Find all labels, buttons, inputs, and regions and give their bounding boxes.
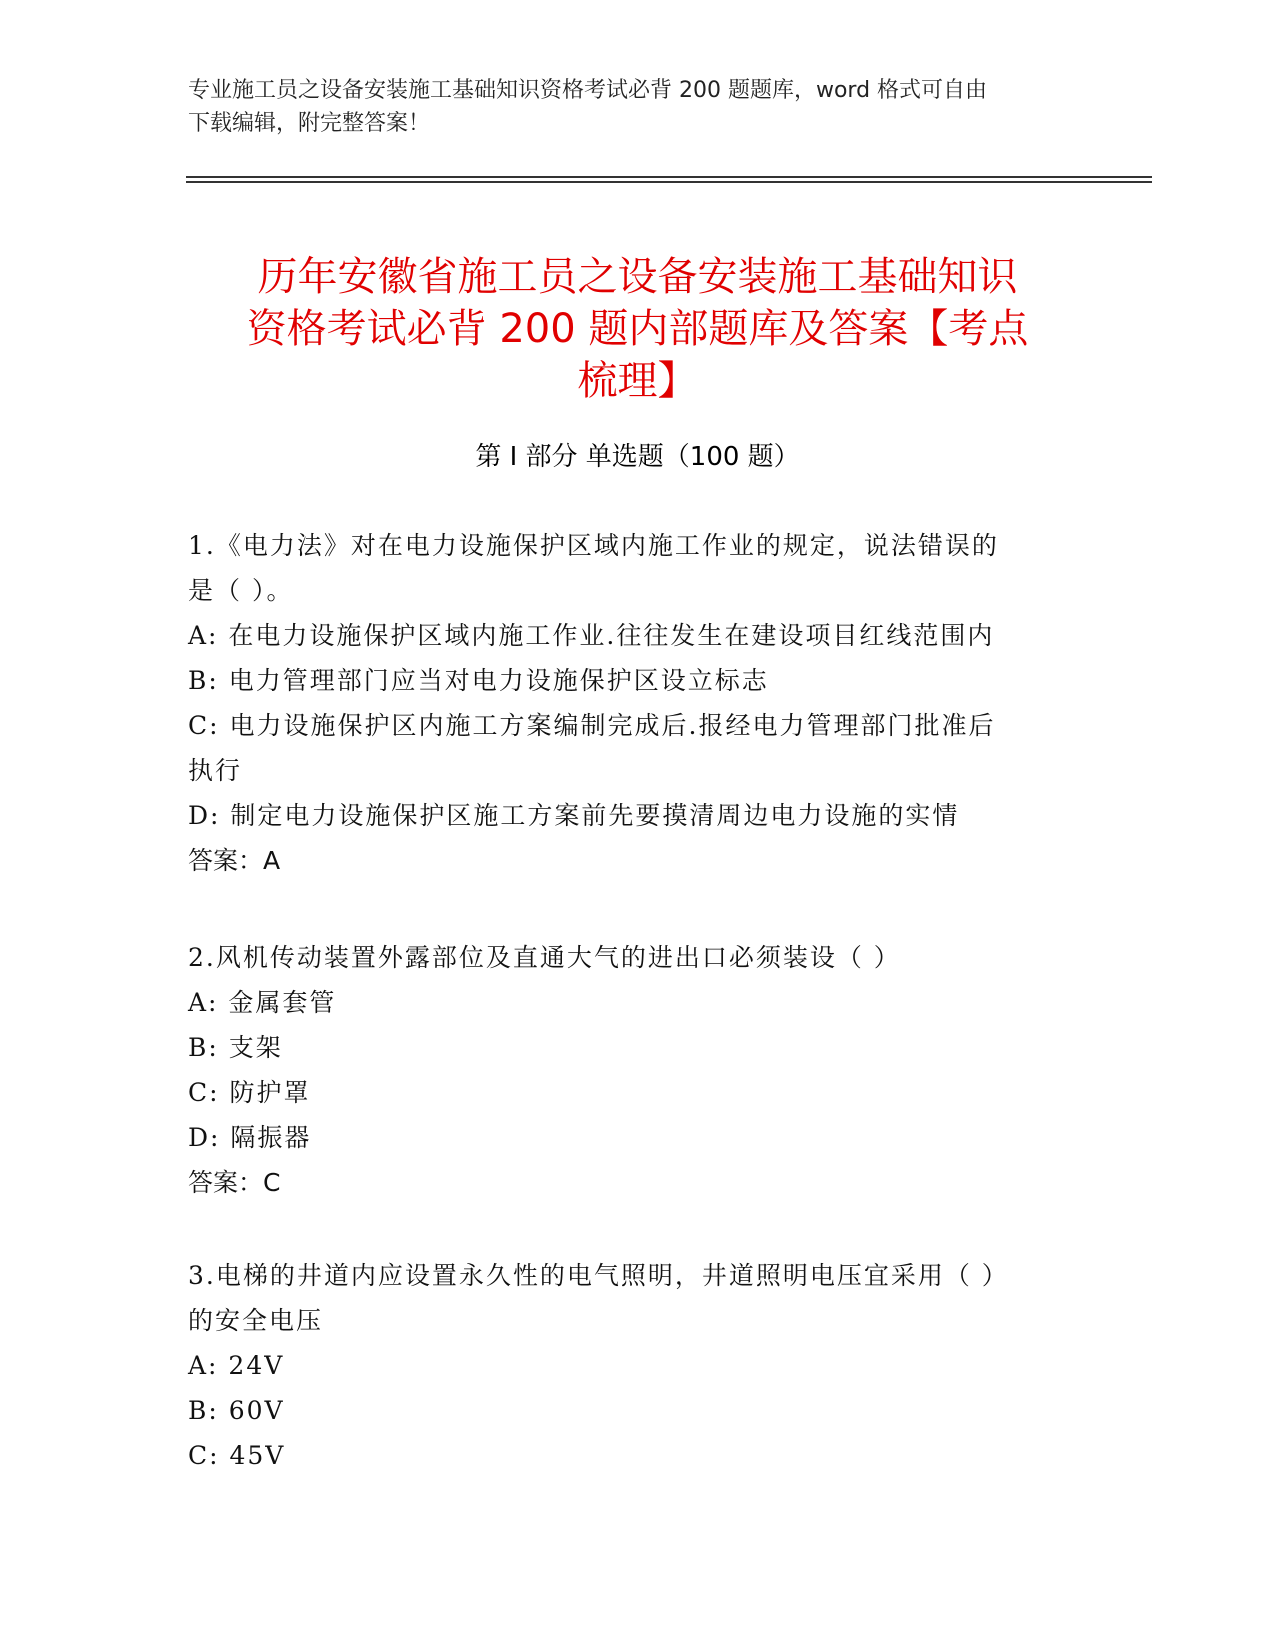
- option-a: A: 24V: [188, 1351, 285, 1380]
- intro-line: 下载编辑，附完整答案！: [188, 111, 431, 136]
- option-c: C: 防护罩: [188, 1078, 311, 1107]
- title-line: 梳理】: [577, 357, 698, 404]
- question-3: [188, 1253, 1068, 1478]
- question-stem: 1.《电力法》对在电力设施保护区域内施工作业的规定，说法错误的: [188, 531, 999, 560]
- option-c: 执行: [188, 756, 243, 785]
- option-d: D: 隔振器: [188, 1123, 312, 1152]
- option-b: B: 60V: [188, 1396, 285, 1425]
- title-line: 资格考试必背 200 题内部题库及答案【考点: [246, 305, 1029, 352]
- question-stem: 2.风机传动装置外露部位及直通大气的进出口必须装设（ ）: [188, 943, 901, 972]
- question-stem: 是（ ）。: [188, 576, 294, 605]
- header-divider: [186, 176, 1152, 178]
- question-1: [188, 523, 1068, 883]
- question-stem: 的安全电压: [188, 1306, 324, 1335]
- answer: 答案：A: [188, 846, 281, 875]
- part-heading: 第 I 部分 单选题（100 题）: [475, 442, 800, 472]
- answer: 答案：C: [188, 1168, 281, 1197]
- header-divider: [186, 181, 1152, 183]
- option-d: D: 制定电力设施保护区施工方案前先要摸清周边电力设施的实情: [188, 801, 960, 830]
- intro-line: 专业施工员之设备安装施工基础知识资格考试必背 200 题题库，word 格式可自由: [188, 78, 988, 103]
- option-a: A: 在电力设施保护区域内施工作业.往往发生在建设项目红线范围内: [188, 621, 995, 650]
- option-c: C: 45V: [188, 1441, 286, 1470]
- document-title: [185, 251, 1090, 407]
- title-line: 历年安徽省施工员之设备安装施工基础知识: [257, 253, 1018, 300]
- option-b: B: 支架: [188, 1033, 283, 1062]
- question-2: [188, 935, 1068, 1205]
- option-b: B: 电力管理部门应当对电力设施保护区设立标志: [188, 666, 769, 695]
- option-a: A: 金属套管: [188, 988, 337, 1017]
- intro-text: [188, 74, 1068, 140]
- option-c: C: 电力设施保护区内施工方案编制完成后.报经电力管理部门批准后: [188, 711, 996, 740]
- question-stem: 3.电梯的井道内应设置永久性的电气照明，井道照明电压宜采用（ ）: [188, 1261, 1009, 1290]
